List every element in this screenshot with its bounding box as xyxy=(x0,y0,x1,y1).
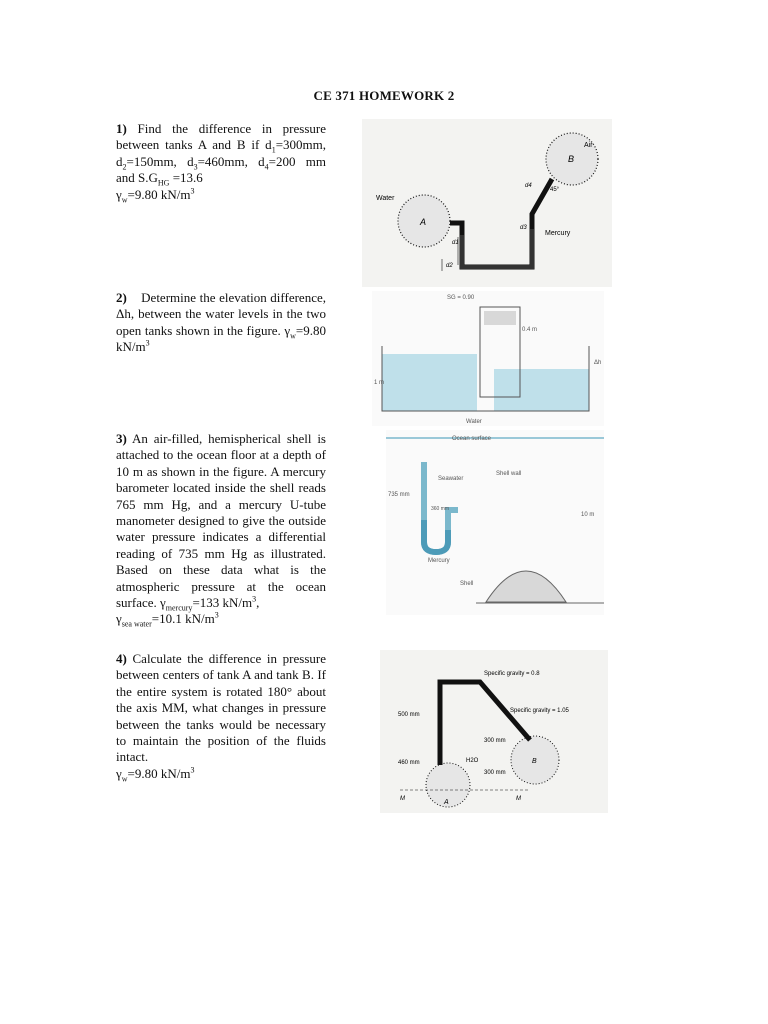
mercury-column xyxy=(462,229,532,267)
m-left-label: M xyxy=(400,796,405,802)
figure-2-tanks xyxy=(372,291,604,426)
page-title: CE 371 HOMEWORK 2 xyxy=(313,88,455,103)
ocean-label: Ocean surface xyxy=(452,436,492,442)
d500-label: 500 mm xyxy=(398,712,420,718)
d300a-label: 300 mm xyxy=(484,738,506,744)
d460-label: 460 mm xyxy=(398,760,420,766)
shell-label: Shell xyxy=(460,581,474,587)
figure-4-tanks xyxy=(380,650,608,813)
shell-wall-label: Shell wall xyxy=(496,471,522,477)
water-label: Water xyxy=(376,195,395,202)
d360-label: 360 mm xyxy=(431,506,450,512)
sg-label: SG = 0.90 xyxy=(447,295,475,301)
problem-3: 3) An air-filled, hemispherical shell is attached to the ocean floor at a depth of 10 m as shown in the figure. A mercury barometer located inside the shell reads 765 mm Hg, and a mercury U-tube manometer designed to give the outside water pressure indicates a differential reading of 735 mm Hg as illustrated. Based on these data what is the atmospheric pressure at the ocean surface. $\gamma_{mercury}=133$ $kN/m^3$, $\gamma_{sea water}=10.1$ $kN/m^3$ xyxy=(116,431,326,630)
air-label: Air xyxy=(584,142,593,149)
problem-2: 2) Determine the elevation difference, Δh, between the water levels in the two open tanks shown in the figure. $\gamma_w=9.80$ $kN/m^3$ xyxy=(116,290,326,355)
tank-b-label: B xyxy=(568,154,575,164)
problem-1-number: 1) xyxy=(116,121,127,136)
d2-label: d2 xyxy=(446,263,453,269)
mercury-label-3: Mercury xyxy=(428,558,450,564)
tank-b-label-4: B xyxy=(532,758,537,765)
problem-3-number: 3) xyxy=(116,431,127,446)
d3-label: d3 xyxy=(520,225,527,231)
d4-label: d4 xyxy=(525,183,532,189)
tank-a-label-4: A xyxy=(444,799,449,806)
problem-4: 4) Calculate the difference in pressure between centers of tank A and tank B. If the entire system is rotated 180° about the axis MM, what changes in pressure between the tanks would be necessary to maintain the position of the fluids intact. $\gamma_w=9.80$ $kN/m^3$ xyxy=(116,651,326,784)
problem-1: 1) Find the difference in pressure between tanks A and B if $d_1=300mm$, $d_2=150mm$, $d_3=460mm$, $d_4=200$ mm and $S.G_{HG} =13.6$ $\gamma_w=9.80$ $kN/m^3$ xyxy=(116,121,326,205)
water-label-2: Water xyxy=(466,419,482,425)
m-right-label: M xyxy=(516,796,521,802)
problem-4-number: 4) xyxy=(116,651,127,666)
sg1-label: Specific gravity = 0.8 xyxy=(484,671,540,677)
seawater-label: Seawater xyxy=(438,476,464,482)
depth-label: 1 m xyxy=(374,380,385,386)
problem-2-number: 2) xyxy=(116,290,127,305)
d10-label: 10 m xyxy=(581,512,595,518)
manometer-tube xyxy=(450,179,552,267)
mercury-label: Mercury xyxy=(545,230,571,237)
dim-label: 0.4 m xyxy=(522,327,538,333)
d735-label: 735 mm xyxy=(388,492,410,498)
dh-label: Δh xyxy=(594,360,602,366)
d1-label: d1 xyxy=(452,240,459,246)
d300b-label: 300 mm xyxy=(484,770,506,776)
sg2-label: Specific gravity = 1.05 xyxy=(510,708,569,714)
figure-1-manometer xyxy=(362,119,612,287)
figure-3-shell xyxy=(386,430,604,615)
angle-label: 45° xyxy=(550,187,560,193)
tank-a-label: A xyxy=(420,217,427,227)
h2o-label: H2O xyxy=(466,758,479,764)
